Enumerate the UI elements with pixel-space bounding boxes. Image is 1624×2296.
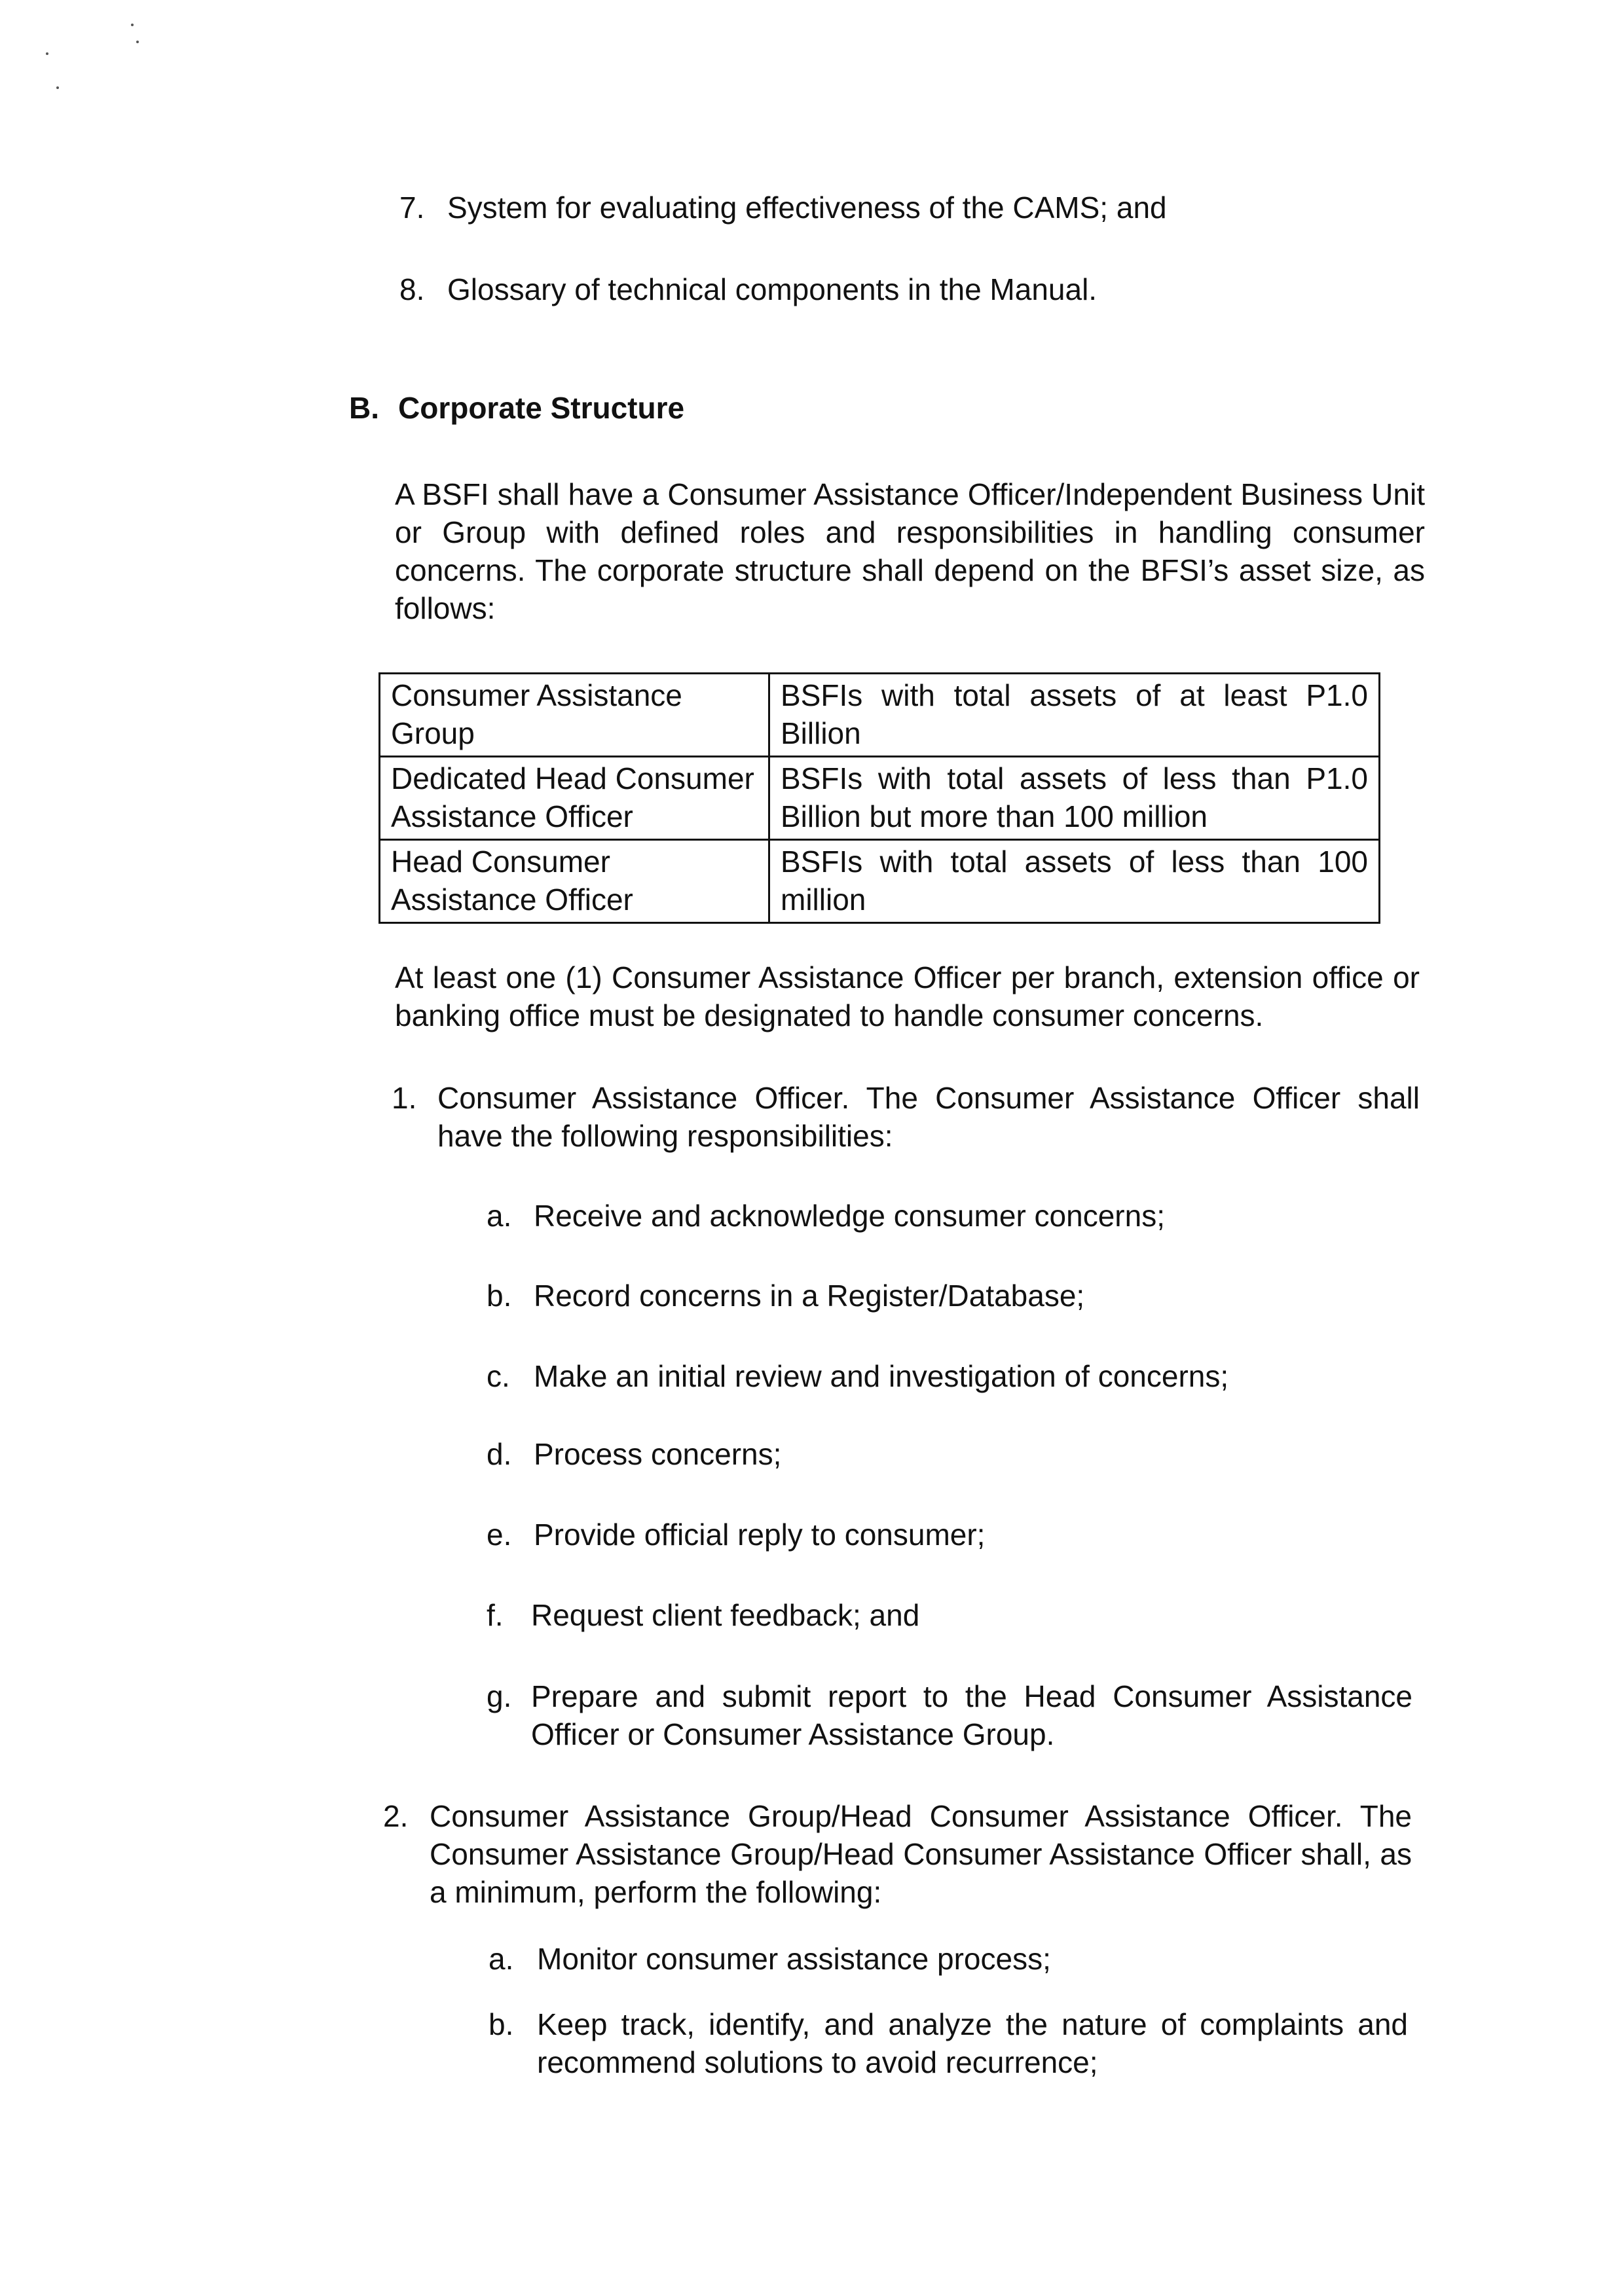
- list-item-text: Consumer Assistance Officer. The Consumer Assistance Officer shall have the following responsibilities:: [437, 1081, 1420, 1153]
- scan-speck: [46, 52, 48, 55]
- table-cell-structure: Consumer Assistance Group: [380, 674, 769, 757]
- sub-item-letter: a.: [489, 1942, 514, 1976]
- table-row: [380, 840, 1380, 923]
- table-cell-structure: Head Consumer Assistance Officer: [380, 840, 769, 923]
- sub-item-letter: e.: [487, 1518, 512, 1552]
- list-item-number: 2.: [383, 1799, 409, 1833]
- table-row: [380, 757, 1380, 840]
- table-cell-criteria: BSFIs with total assets of at least P1.0 Billion: [769, 674, 1380, 757]
- sub-item-text: Keep track, identify, and analyze the nature of complaints and recommend solutions to avoid recurrence;: [537, 2007, 1408, 2079]
- sub-item-text: Record concerns in a Register/Database;: [534, 1279, 1085, 1313]
- designation-paragraph: At least one (1) Consumer Assistance Officer per branch, extension office or banking office must be designated to handle consumer concerns.: [395, 960, 1420, 1032]
- table-cell-structure: Dedicated Head Consumer Assistance Officer: [380, 757, 769, 840]
- sub-item-text: Make an initial review and investigation of concerns;: [534, 1359, 1229, 1393]
- sub-item-text: Receive and acknowledge consumer concerns;: [534, 1199, 1165, 1233]
- sub-item-text: Request client feedback; and: [531, 1598, 920, 1632]
- sub-item-letter: a.: [487, 1199, 512, 1233]
- sub-item-letter: c.: [487, 1359, 510, 1393]
- list-item-number: 1.: [392, 1081, 417, 1115]
- scan-speck: [56, 86, 59, 89]
- sub-item-text: Monitor consumer assistance process;: [537, 1942, 1051, 1976]
- list-item-text: Glossary of technical components in the Manual.: [447, 272, 1098, 306]
- sub-item-letter: d.: [487, 1437, 512, 1471]
- sub-item-letter: b.: [487, 1279, 512, 1313]
- section-letter: B.: [349, 391, 379, 425]
- list-item-number: 7.: [399, 191, 425, 225]
- sub-item-letter: g.: [487, 1679, 512, 1713]
- table-cell-criteria: BSFIs with total assets of less than P1.0 Billion but more than 100 million: [769, 757, 1380, 840]
- list-item-text: System for evaluating effectiveness of the CAMS; and: [447, 191, 1167, 225]
- sub-item-letter: f.: [487, 1598, 504, 1632]
- scan-speck: [136, 41, 139, 43]
- section-title: Corporate Structure: [398, 391, 685, 425]
- table-row: [380, 674, 1380, 757]
- sub-item-text: Prepare and submit report to the Head Consumer Assistance Officer or Consumer Assistance Group.: [531, 1679, 1412, 1751]
- table-cell-criteria: BSFIs with total assets of less than 100 million: [769, 840, 1380, 923]
- sub-item-text: Process concerns;: [534, 1437, 782, 1471]
- list-item-number: 8.: [399, 272, 425, 306]
- list-item-text: Consumer Assistance Group/Head Consumer Assistance Officer. The Consumer Assistance Group/Head Consumer Assistance Officer shall, as a minimum, perform the following:: [430, 1799, 1412, 1909]
- scan-speck: [131, 24, 134, 26]
- sub-item-letter: b.: [489, 2007, 514, 2041]
- section-intro-paragraph: A BSFI shall have a Consumer Assistance Officer/Independent Business Unit or Group with defined roles and responsibilities in handling consumer concerns. The corporate structure shall depend on the BFSI’s asset size, as follows:: [395, 477, 1425, 625]
- sub-item-text: Provide official reply to consumer;: [534, 1518, 986, 1552]
- corporate-structure-table: [378, 672, 1380, 924]
